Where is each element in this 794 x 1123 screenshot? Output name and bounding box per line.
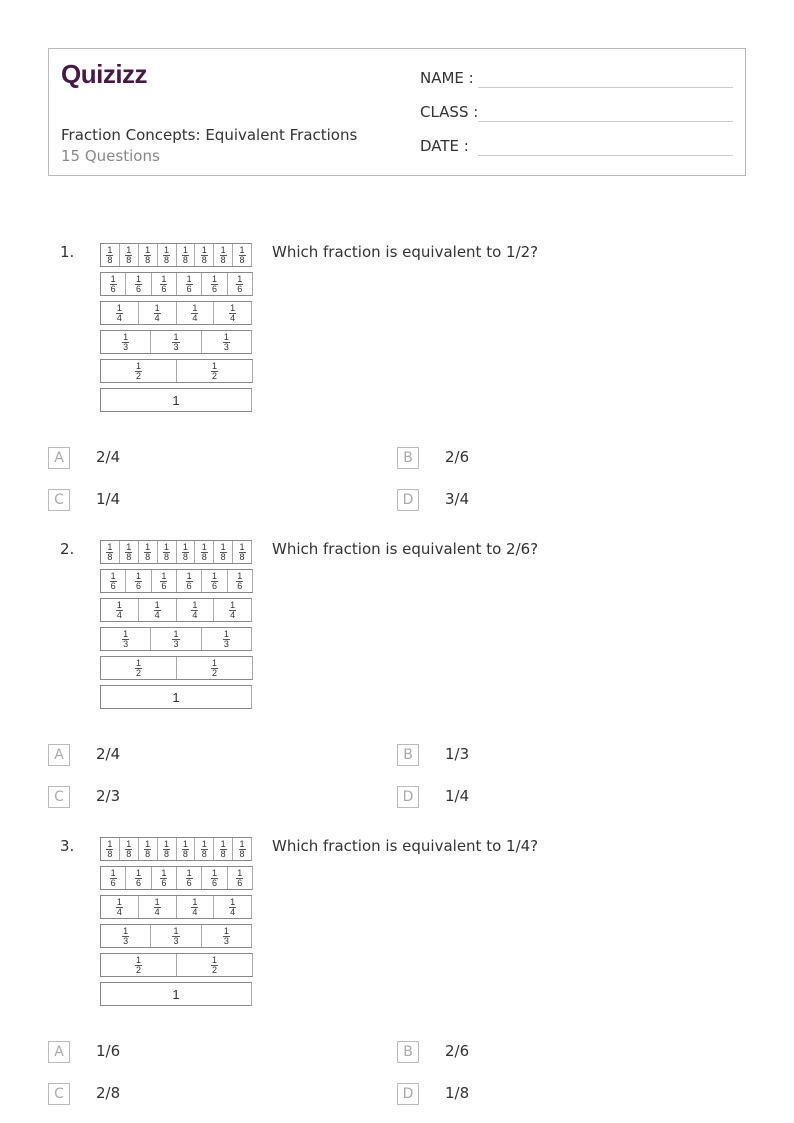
fraction-cell: 1 8 bbox=[195, 244, 214, 266]
fraction-cell: 1 3 bbox=[151, 925, 201, 947]
fraction-strip-row bbox=[100, 627, 252, 651]
class-label: CLASS : bbox=[420, 103, 479, 121]
fraction-cell: 1 8 bbox=[177, 541, 196, 563]
fraction-cell: 1 8 bbox=[158, 541, 177, 563]
fraction-cell: 1 2 bbox=[101, 954, 177, 976]
option-value: 1/4 bbox=[96, 490, 121, 508]
fraction-cell: 1 6 bbox=[177, 273, 202, 295]
fraction-cell: 1 2 bbox=[211, 360, 217, 381]
fraction-cell: 1 8 bbox=[195, 541, 214, 563]
option-value: 2/4 bbox=[96, 448, 121, 466]
fraction-cell: 1 8 bbox=[139, 838, 158, 860]
fraction-cell: 1 4 bbox=[101, 896, 139, 918]
fraction-cell: 1 4 bbox=[177, 896, 215, 918]
fraction-strip-row bbox=[100, 359, 253, 383]
fraction-cell: 1 6 bbox=[101, 273, 126, 295]
fraction-cell: 1 8 bbox=[139, 244, 158, 266]
fraction-cell: 1 6 bbox=[177, 570, 202, 592]
question-text: Which fraction is equivalent to 1/2? bbox=[272, 243, 539, 261]
date-line[interactable] bbox=[478, 155, 733, 156]
fraction-strip-row bbox=[100, 895, 252, 919]
class-field[interactable] bbox=[420, 103, 478, 121]
fraction-cell: 1 6 bbox=[202, 273, 227, 295]
fraction-strip-row bbox=[100, 540, 252, 564]
date-field[interactable] bbox=[420, 137, 469, 155]
option-letter-box[interactable]: B bbox=[397, 1041, 419, 1063]
fraction-strip-row bbox=[100, 982, 252, 1006]
fraction-cell: 1 8 bbox=[139, 541, 158, 563]
question-number: 1. bbox=[60, 243, 75, 261]
option-letter-box[interactable]: D bbox=[397, 1083, 419, 1105]
fraction-cell: 1 4 bbox=[139, 896, 177, 918]
name-line[interactable] bbox=[478, 87, 733, 88]
fraction-cell: 1 4 bbox=[139, 302, 177, 324]
fraction-cell: 1 4 bbox=[101, 599, 139, 621]
fraction-cell: 1 8 bbox=[120, 838, 139, 860]
fraction-cell: 1 6 bbox=[202, 867, 227, 889]
fraction-strip-image bbox=[100, 837, 252, 1011]
fraction-cell: 1 3 bbox=[151, 628, 201, 650]
fraction-strip-row bbox=[100, 685, 252, 709]
option-letter-box[interactable]: B bbox=[397, 447, 419, 469]
fraction-cell: 1 3 bbox=[101, 925, 151, 947]
fraction-cell: 1 8 bbox=[214, 541, 233, 563]
fraction-cell: 1 4 bbox=[230, 896, 236, 917]
fraction-cell: 1 6 bbox=[202, 570, 227, 592]
fraction-cell: 1 8 bbox=[158, 244, 177, 266]
fraction-cell: 1 8 bbox=[101, 838, 120, 860]
option-value: 2/6 bbox=[445, 1042, 470, 1060]
fraction-cell: 1 2 bbox=[101, 360, 177, 382]
fraction-cell: 1 8 bbox=[214, 838, 233, 860]
fraction-cell: 1 8 bbox=[101, 244, 120, 266]
fraction-strip-image bbox=[100, 243, 252, 417]
fraction-cell: 1 3 bbox=[101, 628, 151, 650]
fraction-cell: 1 8 bbox=[239, 244, 245, 265]
fraction-cell: 1 8 bbox=[101, 541, 120, 563]
fraction-cell: 1 bbox=[172, 689, 180, 705]
fraction-cell: 1 6 bbox=[152, 273, 177, 295]
fraction-cell: 1 3 bbox=[101, 331, 151, 353]
fraction-cell: 1 8 bbox=[177, 244, 196, 266]
fraction-cell: 1 6 bbox=[152, 867, 177, 889]
fraction-cell: 1 2 bbox=[211, 657, 217, 678]
option-letter-box[interactable]: A bbox=[48, 447, 70, 469]
question-text: Which fraction is equivalent to 2/6? bbox=[272, 540, 539, 558]
question-2 bbox=[0, 540, 794, 839]
fraction-cell: 1 8 bbox=[214, 244, 233, 266]
name-label: NAME : bbox=[420, 69, 474, 87]
option-letter-box[interactable]: A bbox=[48, 744, 70, 766]
fraction-cell: 1 6 bbox=[126, 867, 151, 889]
fraction-cell: 1 3 bbox=[223, 925, 229, 946]
question-1 bbox=[0, 243, 794, 542]
option-value: 2/8 bbox=[96, 1084, 121, 1102]
date-label: DATE : bbox=[420, 137, 469, 155]
fraction-strip-row bbox=[100, 243, 252, 267]
fraction-strip-row bbox=[100, 330, 252, 354]
option-letter-box[interactable]: D bbox=[397, 489, 419, 511]
fraction-strip-row bbox=[100, 924, 252, 948]
fraction-strip-row bbox=[100, 837, 252, 861]
option-letter-box[interactable]: D bbox=[397, 786, 419, 808]
option-value: 1/8 bbox=[445, 1084, 470, 1102]
option-value: 1/6 bbox=[96, 1042, 121, 1060]
fraction-cell: 1 8 bbox=[158, 838, 177, 860]
fraction-cell: 1 4 bbox=[230, 302, 236, 323]
fraction-strip-row bbox=[100, 598, 252, 622]
fraction-cell: 1 6 bbox=[237, 273, 243, 294]
option-value: 2/3 bbox=[96, 787, 121, 805]
fraction-cell: 1 6 bbox=[126, 273, 151, 295]
fraction-cell: 1 4 bbox=[230, 599, 236, 620]
fraction-cell: 1 8 bbox=[239, 541, 245, 562]
question-3 bbox=[0, 837, 794, 1123]
fraction-cell: 1 6 bbox=[152, 570, 177, 592]
fraction-cell: 1 3 bbox=[151, 331, 201, 353]
option-value: 2/4 bbox=[96, 745, 121, 763]
fraction-cell: 1 6 bbox=[126, 570, 151, 592]
option-value: 3/4 bbox=[445, 490, 470, 508]
fraction-cell: 1 8 bbox=[239, 838, 245, 859]
fraction-cell: 1 4 bbox=[101, 302, 139, 324]
fraction-cell: 1 6 bbox=[237, 570, 243, 591]
fraction-cell: 1 bbox=[172, 392, 180, 408]
fraction-strip-row bbox=[100, 656, 253, 680]
quizizz-logo: Quizizz bbox=[61, 59, 148, 89]
worksheet-title: Fraction Concepts: Equivalent Fractions bbox=[61, 126, 358, 144]
fraction-cell: 1 bbox=[172, 986, 180, 1002]
fraction-cell: 1 4 bbox=[139, 599, 177, 621]
option-letter-box[interactable]: A bbox=[48, 1041, 70, 1063]
fraction-cell: 1 3 bbox=[223, 628, 229, 649]
fraction-cell: 1 2 bbox=[211, 954, 217, 975]
class-line[interactable] bbox=[478, 121, 733, 122]
question-count: 15 Questions bbox=[61, 147, 160, 165]
fraction-strip-row bbox=[100, 388, 252, 412]
option-letter-box[interactable]: B bbox=[397, 744, 419, 766]
fraction-strip-row bbox=[100, 866, 253, 890]
name-field[interactable] bbox=[420, 69, 474, 87]
fraction-cell: 1 4 bbox=[177, 599, 215, 621]
fraction-strip-image bbox=[100, 540, 252, 714]
question-number: 2. bbox=[60, 540, 75, 558]
fraction-cell: 1 8 bbox=[120, 244, 139, 266]
question-text: Which fraction is equivalent to 1/4? bbox=[272, 837, 539, 855]
fraction-strip-row bbox=[100, 953, 253, 977]
option-letter-box[interactable]: C bbox=[48, 786, 70, 808]
fraction-strip-row bbox=[100, 272, 253, 296]
fraction-cell: 1 6 bbox=[237, 867, 243, 888]
fraction-cell: 1 6 bbox=[101, 867, 126, 889]
option-value: 2/6 bbox=[445, 448, 470, 466]
option-value: 1/3 bbox=[445, 745, 470, 763]
fraction-strip-row bbox=[100, 301, 252, 325]
fraction-cell: 1 6 bbox=[101, 570, 126, 592]
fraction-cell: 1 8 bbox=[177, 838, 196, 860]
fraction-cell: 1 3 bbox=[223, 331, 229, 352]
fraction-cell: 1 8 bbox=[195, 838, 214, 860]
fraction-cell: 1 6 bbox=[177, 867, 202, 889]
fraction-cell: 1 8 bbox=[120, 541, 139, 563]
option-value: 1/4 bbox=[445, 787, 470, 805]
option-letter-box[interactable]: C bbox=[48, 489, 70, 511]
fraction-cell: 1 4 bbox=[177, 302, 215, 324]
question-number: 3. bbox=[60, 837, 75, 855]
fraction-strip-row bbox=[100, 569, 253, 593]
worksheet-header bbox=[48, 48, 746, 176]
option-letter-box[interactable]: C bbox=[48, 1083, 70, 1105]
fraction-cell: 1 2 bbox=[101, 657, 177, 679]
